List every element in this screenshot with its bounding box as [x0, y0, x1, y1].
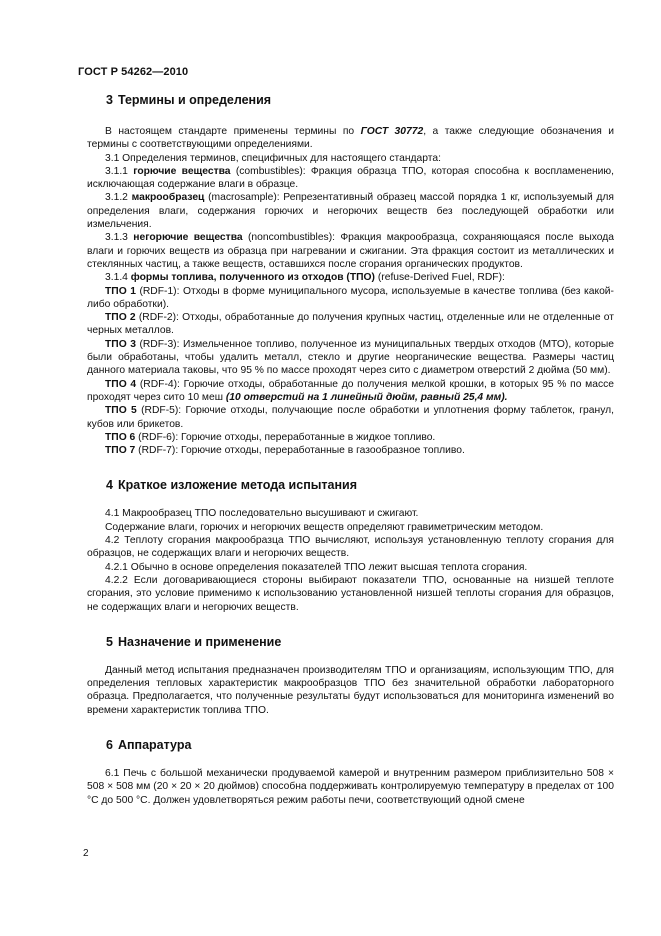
tpo-label: ТПО 5 [105, 405, 137, 417]
section-number: 6 [106, 737, 113, 752]
tpo-label: ТПО 7 [105, 445, 136, 457]
document-body [87, 92, 614, 807]
tpo-label: ТПО 1 [105, 285, 136, 297]
paragraph [87, 191, 614, 231]
section-5-heading [87, 634, 614, 650]
section-4-heading [87, 477, 614, 493]
paragraph: 4.1 Макрообразец ТПО последовательно высушивают и сжигают. [105, 508, 419, 520]
definition: (RDF-5): Горючие отходы, получающие после обработки и уплотнения форму таблеток, гранул, кубов или брикетов. [87, 405, 614, 430]
paragraph [87, 311, 614, 338]
paragraph: Содержание влаги, горючих и негорючих веществ определяют гравиметрическим методом. [105, 521, 544, 533]
tpo-label: ТПО 2 [105, 312, 136, 324]
paragraph [87, 431, 614, 444]
tpo-label: ТПО 4 [105, 378, 137, 390]
section-title: Аппаратура [117, 737, 192, 752]
clause-number: 3.1.4 [105, 272, 131, 284]
paragraph [87, 165, 614, 192]
paragraph [87, 378, 614, 405]
definition: (RDF-2): Отходы, обработанные до получения крупных частиц, отделенные или не отделенные от черных металлов. [87, 312, 614, 337]
clause-number: 3.1.3 [105, 232, 134, 244]
section-6-heading [87, 737, 614, 753]
standard-reference: ГОСТ 30772 [360, 126, 424, 137]
paragraph [87, 125, 614, 152]
definition: (macrosample): Репрезентативный образец массой порядка 1 кг, используемый для определения влаги, содержания горючих и негорючих веществ без последующей обработки или измельчения. [87, 192, 614, 231]
section-number: 4 [106, 478, 113, 493]
section-number: 3 [106, 93, 113, 107]
section-3-heading [87, 92, 614, 108]
paragraph: 6.1 Печь с большой механически продуваемой камерой и внутренним размером приблизительно 508 × 508 × 508 мм (20 × 20 × 20 дюймов) способна поддерживать контролируемую температуру в пределах от 100 °С до 500 °С. Должен удовлетворяться режим работы печи, соответствующий одной смене [87, 767, 614, 806]
paragraph: 4.2.2 Если договаривающиеся стороны выбирают показатели ТПО, основанные на низшей теплоте сгорания, это условие применимо к использованию установленной низшей теплоты сгорания для образцов, не содержащих влаги и негорючих веществ. [87, 574, 614, 613]
paragraph: 4.2 Теплоту сгорания макрообразца ТПО вычисляют, используя установленную теплоту сгорания для образцов, не содержащих влаги и негорючих веществ. [87, 535, 614, 560]
term: макрообразец [131, 192, 205, 204]
clause-number: 3.1.2 [105, 192, 132, 204]
term: негорючие вещества [133, 232, 243, 244]
section-title: Краткое изложение метода испытания [117, 478, 358, 493]
emphasis: (10 отверстий на 1 линейный дюйм, равный 25,4 мм). [225, 391, 508, 403]
text: , а также следующие обозначения и термины с соответствующими определениями. [87, 126, 614, 151]
paragraph [87, 444, 614, 457]
paragraph [87, 404, 614, 431]
section-title: Термины и определения [117, 93, 272, 107]
definition: (RDF-7): Горючие отходы, переработанные в газообразное топливо. [135, 445, 465, 457]
definition: (combustibles): Фракция образца ТПО, которая способна к воспламенению, исключающая содержание влаги в образце. [87, 165, 614, 191]
tpo-label: ТПО 3 [105, 338, 136, 350]
document-header: ГОСТ Р 54262—2010 [78, 66, 189, 78]
definition: (RDF-6): Горючие отходы, переработанные в жидкое топливо. [135, 431, 436, 443]
clause-number: 3.1.1 [105, 165, 134, 177]
paragraph: 4.2.1 Обычно в основе определения показателей ТПО лежит высшая теплота сгорания. [105, 561, 528, 573]
paragraph [87, 231, 614, 271]
definition: (noncombustibles): Фракция макрообразца, сохраняющаяся после выхода влаги и горючих веществ из образца при нагревании и сжигании. Эта фракция состоит из металлических и стеклянных частиц, а также веществ, оставшихся после сгорания органических продуктов. [87, 232, 615, 270]
paragraph [87, 285, 614, 312]
paragraph: 3.1 Определения терминов, специфичных для настоящего стандарта: [105, 152, 441, 164]
definition: (RDF-4): Горючие отходы, обработанные до получения мелкой крошки, в которых 95 % по массе проходят через сито 10 меш [87, 378, 614, 403]
paragraph: Данный метод испытания предназначен производителям ТПО и организациям, использующим ТПО, для определения тепловых характеристик макрообразцов ТПО без значительной обработки лабораторного образца. Предполагается, что полученные результаты будут использоваться для мониторинга изменений во времени характеристик топлива ТПО. [87, 664, 614, 716]
section-title: Назначение и применение [117, 634, 282, 649]
page-number: 2 [83, 848, 89, 859]
section-number: 5 [106, 634, 113, 649]
term: горючие вещества [133, 165, 231, 177]
term: формы топлива, полученного из отходов (ТПО) [130, 272, 375, 284]
paragraph [87, 271, 614, 284]
definition: (refuse-Derived Fuel, RDF): [375, 272, 505, 284]
paragraph [87, 338, 614, 378]
tpo-label: ТПО 6 [105, 431, 136, 443]
definition: (RDF-1): Отходы в форме муниципального мусора, используемые в качестве топлива (без какой-либо обработки). [87, 285, 614, 310]
definition: (RDF-3): Измельченное топливо, полученное из муниципальных твердых отходов (МТО), которые были обработаны, чтобы удалить металл, стекло и другие неорганические вещества. Размеры частиц данного материала таковы, что 95 % по массе проходят через сито с диаметром отверстий 2 дюйма (50 мм). [87, 338, 614, 377]
text: В настоящем стандарте применены термины по [105, 126, 361, 137]
